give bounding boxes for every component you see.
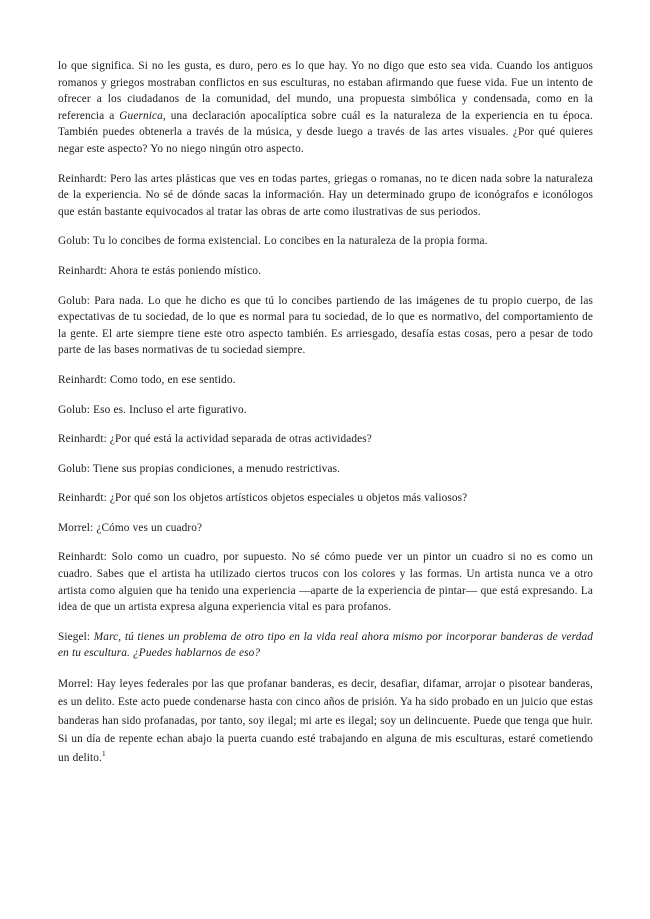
speaker-label-siegel: Siegel: (58, 630, 94, 643)
text-column (58, 58, 593, 767)
paragraph-golub-2: Golub: Para nada. Lo que he dicho es que tú lo concibes partiendo de las imágenes de tu propio cuerpo, de las expectativas de tu sociedad, de lo que es normal para tu sociedad, de lo que es normativo, del comportamiento de la gente. El arte siempre tiene este otro aspecto también. Es arriesgado, desafía estas cosas, pero a pesar de todo parte de las bases normativas de tu sociedad siempre. (58, 294, 593, 357)
siegel-question-italic: Marc, tú tienes un problema de otro tipo en la vida real ahora mismo por incorporar banderas de verdad en tu escultura. ¿Puedes hablarnos de eso? (58, 630, 594, 660)
footnote-reference-marker: 1 (101, 748, 106, 758)
paragraph-reinhardt-5: Reinhardt: ¿Por qué son los objetos artísticos objetos especiales u objetos más valiosos? (58, 492, 468, 505)
paragraph-golub-4: Golub: Tiene sus propias condiciones, a menudo restrictivas. (58, 462, 341, 475)
paragraph-text-after-italic: , una declaración apocalíptica sobre cuál es la naturaleza de la experiencia en tu época. También puedes obtenerla a través de la música, y desde luego a través de las artes visuales. ¿Por qué quieres negar este aspecto? Yo no niego ningún otro aspecto. (58, 109, 593, 155)
paragraph-reinhardt-4: Reinhardt: ¿Por qué está la actividad separada de otras actividades? (58, 433, 372, 446)
italic-title-guernica: Guernica (119, 109, 163, 122)
paragraph-morrel-2-text: Morrel: Hay leyes federales por las que profanar banderas, es decir, desafiar, difamar, arrojar o pisotear banderas, es un delito. Este acto puede condenarse hasta con cinco años de prisión. Ya ha sido probado en un juicio que estas banderas han sido profanadas, por tanto, soy ilegal; mi arte es ilegal; soy un delincuente. Puede que tenga que huir. Si un día de repente echan abajo la puerta cuando esté trabajando en alguna de mis esculturas, estaré cometiendo un delito. (58, 678, 593, 764)
paragraph-reinhardt-2: Reinhardt: Ahora te estás poniendo místico. (58, 264, 262, 277)
paragraph-reinhardt-3: Reinhardt: Como todo, en ese sentido. (58, 373, 236, 386)
paragraph-golub-1: Golub: Tu lo concibes de forma existencial. Lo concibes en la naturaleza de la propia forma. (58, 235, 488, 248)
paragraph-golub-3: Golub: Eso es. Incluso el arte figurativo. (58, 403, 247, 416)
paragraph-reinhardt-6: Reinhardt: Solo como un cuadro, por supuesto. No sé cómo puede ver un pintor un cuadro si no es como un cuadro. Sabes que el artista ha utilizado ciertos trucos con los colores y las formas. Un artista nunca ve a otro artista como alguien que ha tenido una experiencia —aparte de la experiencia de pintar— que está expresando. La idea de que un artista expresa alguna experiencia vital es para profanos. (58, 551, 593, 614)
paragraph-morrel-2 (58, 675, 593, 767)
paragraph-morrel-1: Morrel: ¿Cómo ves un cuadro? (58, 521, 203, 534)
paragraph-text-before-italic: lo que significa. Si no les gusta, es duro, pero es lo que hay. Yo no digo que esto sea vida. Cuando los antiguos romanos y griegos mostraban conflictos en sus esculturas, no estaban afirmando que fuese vida. Fue un intento de ofrecer a los ciudadanos de la comunidad, del mundo, una propuesta simbólica y condensada, como en la referencia a (58, 60, 593, 122)
paragraph-continuation (58, 58, 593, 158)
paragraph-siegel-question (58, 629, 593, 662)
paragraph-reinhardt-1: Reinhardt: Pero las artes plásticas que ves en todas partes, griegas o romanas, no te dicen nada sobre la naturaleza de la experiencia. No sé de dónde sacas la información. Hay un determinado grupo de iconógrafos e iconólogos que están bastante equivocados al tratar las obras de arte como ilustrativas de sus periodos. (58, 172, 593, 218)
